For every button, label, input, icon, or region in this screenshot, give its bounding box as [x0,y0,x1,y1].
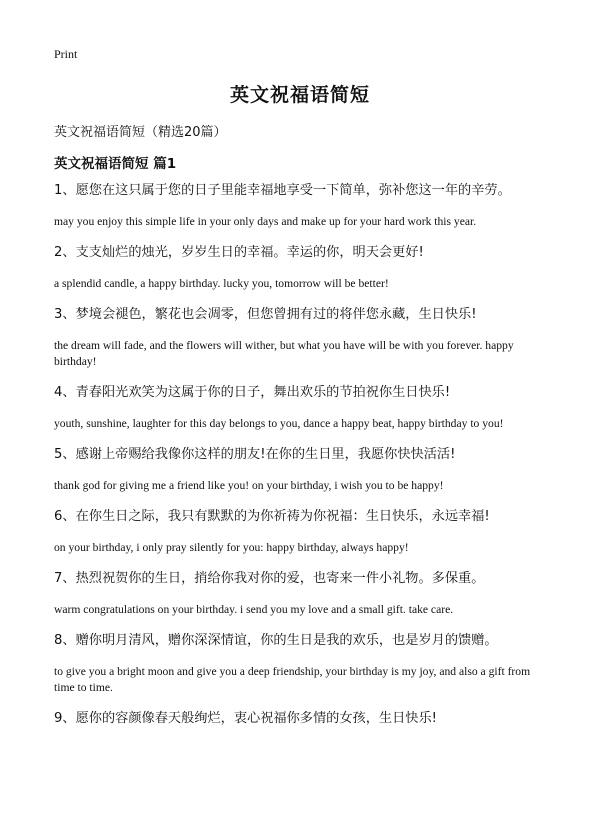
list-item [54,384,544,432]
list-item [54,632,544,696]
chinese-line: 2、支支灿烂的烛光，岁岁生日的幸福。幸运的你，明天会更好! [54,245,424,260]
chinese-line: 1、愿您在这只属于您的日子里能幸福地享受一下简单，弥补您这一年的辛劳。 [54,183,511,198]
english-line: warm congratulations on your birthday. i send you my love and a small gift. take care. [54,603,454,616]
chinese-line: 4、青春阳光欢笑为这属于你的日子，舞出欢乐的节拍祝你生日快乐! [54,385,451,400]
list-item [54,244,544,292]
list-item [54,446,544,494]
english-line: on your birthday, i only pray silently for you: happy birthday, always happy! [54,541,409,554]
print-link[interactable]: Print [54,47,78,61]
english-line: youth, sunshine, laughter for this day belongs to you, dance a happy beat, happy birthday to you! [54,417,504,430]
english-line: the dream will fade, and the flowers will wither, but what you have will be with you forever. happy birthday! [54,339,514,368]
chinese-line: 7、热烈祝贺你的生日，捎给你我对你的爱，也寄来一件小礼物。多保重。 [54,571,485,586]
chinese-line: 5、感谢上帝赐给我像你这样的朋友!在你的生日里，我愿你快快活活! [54,447,456,462]
list-item [54,306,544,370]
english-line: a splendid candle, a happy birthday. lucky you, tomorrow will be better! [54,277,389,290]
section-heading: 英文祝福语简短 篇1 [54,156,177,172]
english-line: may you enjoy this simple life in your only days and make up for your hard work this year. [54,215,477,228]
english-line: to give you a bright moon and give you a deep friendship, your birthday is my joy, and also a gift from time to time. [54,665,531,694]
chinese-line: 6、在你生日之际，我只有默默的为你祈祷为你祝福：生日快乐，永远幸福! [54,509,490,524]
chinese-line: 9、愿你的容颜像春天般绚烂，衷心祝福你多情的女孩，生日快乐! [54,711,437,726]
page-subtitle: 英文祝福语简短（精选20篇） [54,125,227,140]
list-item [54,570,544,618]
list-item [54,182,544,230]
english-line: thank god for giving me a friend like you! on your birthday, i wish you to be happy! [54,479,444,492]
chinese-line: 3、梦境会褪色，繁花也会凋零，但您曾拥有过的将伴您永藏，生日快乐! [54,307,477,322]
list-item [54,710,544,727]
page-title: 英文祝福语简短 [229,84,370,106]
chinese-line: 8、赠你明月清风，赠你深深情谊，你的生日是我的欢乐，也是岁月的馈赠。 [54,633,498,648]
list-item [54,508,544,556]
blessing-list [54,182,544,742]
